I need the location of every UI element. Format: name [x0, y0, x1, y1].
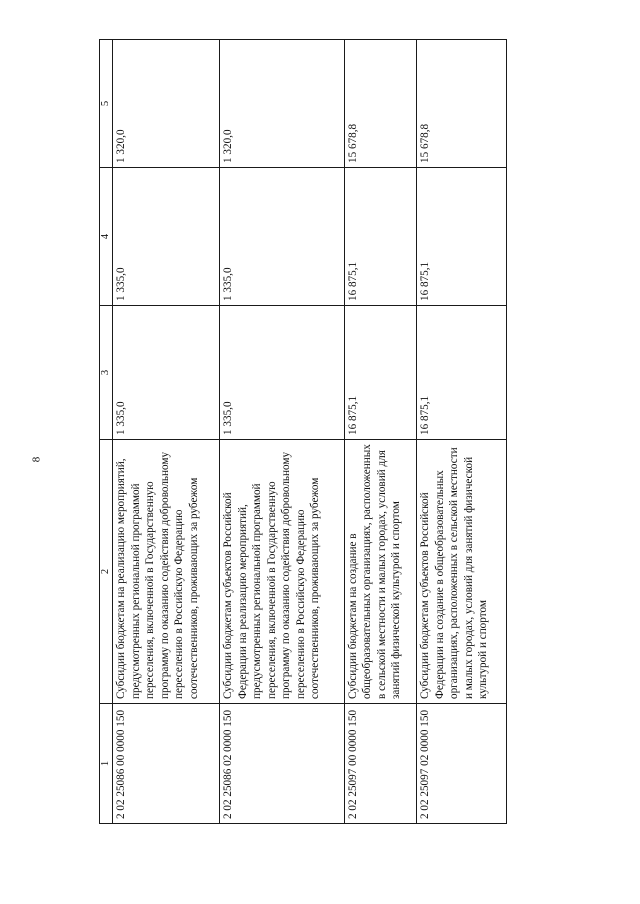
- page-number: 8: [30, 456, 43, 463]
- row-name: Субсидии бюджетам на реализацию мероприятий, предусмотренных региональной программой переселения, включенной в Государственную программу по оказанию содействия добровольному переселению в Российскую Федерацию соотечественников, проживающих за рубежом: [113, 440, 220, 704]
- row-value-col5: 15 678,8: [417, 40, 507, 168]
- table-row: [417, 40, 507, 824]
- header-col-5: 5: [100, 40, 113, 168]
- row-value-col4: 1 335,0: [220, 168, 344, 306]
- header-col-4: 4: [100, 168, 113, 306]
- row-value-col4: 1 335,0: [113, 168, 220, 306]
- row-value-col3: 1 335,0: [113, 306, 220, 440]
- row-value-col3: 1 335,0: [220, 306, 344, 440]
- row-name: Субсидии бюджетам субъектов Российской Федерации на реализацию мероприятий, предусмотренных региональной программой переселения, включенной в Государственную программу по оказанию содействия добровольному переселению в Российскую Федерацию соотечественников, проживающих за рубежом: [220, 440, 344, 704]
- header-col-2: 2: [100, 440, 113, 704]
- row-value-col3: 16 875,1: [417, 306, 507, 440]
- row-value-col4: 16 875,1: [344, 168, 417, 306]
- row-name: Субсидии бюджетам на создание в общеобразовательных организациях, расположенных в сельской местности и малых городах, условий для занятий физической культурой и спортом: [344, 440, 417, 704]
- row-name: Субсидии бюджетам субъектов Российской Федерации на создание в общеобразовательных организациях, расположенных в сельской местности и малых городах, условий для занятий физической культурой и спортом: [417, 440, 507, 704]
- row-value-col5: 1 320,0: [113, 40, 220, 168]
- row-value-col5: 15 678,8: [344, 40, 417, 168]
- row-value-col4: 16 875,1: [417, 168, 507, 306]
- row-code: 2 02 25097 02 0000 150: [417, 704, 507, 824]
- header-col-3: 3: [100, 306, 113, 440]
- rotated-table-container: [99, 40, 507, 824]
- row-code: 2 02 25086 00 0000 150: [113, 704, 220, 824]
- table-row: [113, 40, 220, 824]
- header-row: [100, 40, 113, 824]
- header-col-1: 1: [100, 704, 113, 824]
- table-row: [220, 40, 344, 824]
- row-code: 2 02 25097 00 0000 150: [344, 704, 417, 824]
- table-row: [344, 40, 417, 824]
- row-value-col5: 1 320,0: [220, 40, 344, 168]
- row-value-col3: 16 875,1: [344, 306, 417, 440]
- budget-table: [99, 39, 507, 824]
- row-code: 2 02 25086 02 0000 150: [220, 704, 344, 824]
